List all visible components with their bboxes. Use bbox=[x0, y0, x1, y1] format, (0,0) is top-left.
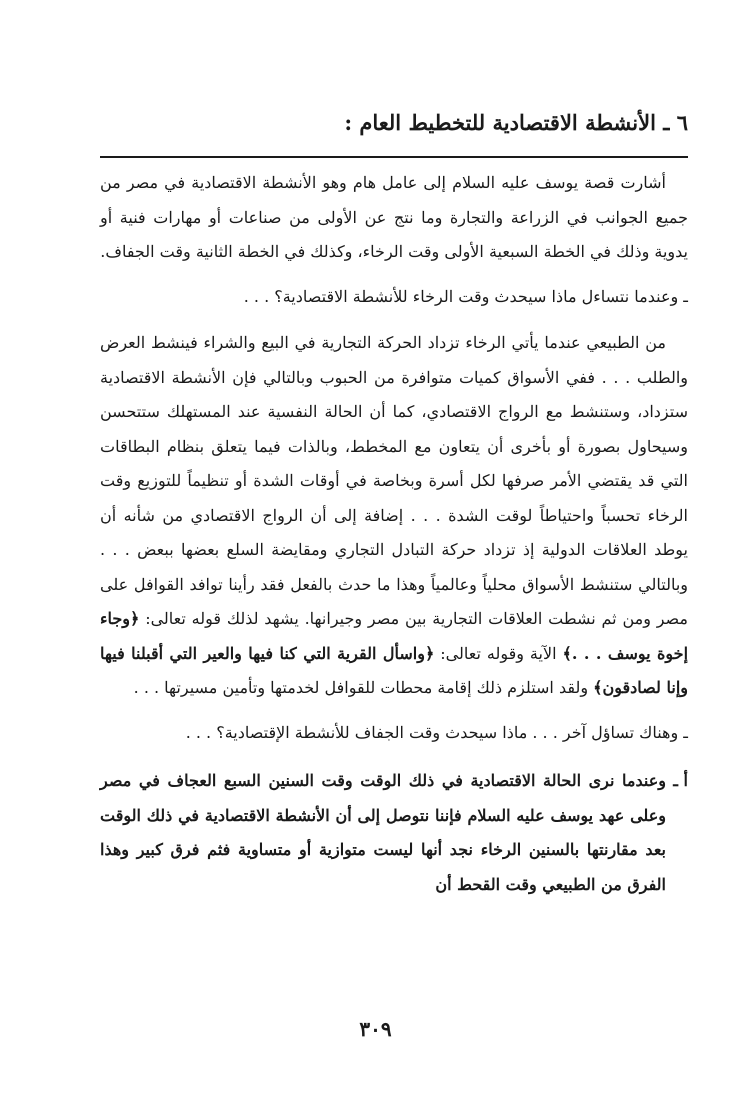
question-prosperity: ـ وعندما نتساءل ماذا سيحدث وقت الرخاء للأنشطة الاقتصادية؟ . . . bbox=[243, 286, 688, 306]
point-marker: أ ـ bbox=[673, 771, 688, 790]
paragraph-drought-point-a bbox=[100, 764, 688, 902]
page-body bbox=[100, 108, 688, 902]
paragraph-prosperity-text-3: ولقد استلزم ذلك إقامة محطات للقوافل لخدمتها وتأمين مسيرتها . . . bbox=[133, 678, 594, 697]
paragraph-intro: أشارت قصة يوسف عليه السلام إلى عامل هام وهو الأنشطة الاقتصادية في مصر من جميع الجوانب في الزراعة والتجارة وما نتج عن الأولى من صناعات أو مهارات فنية أو يدوية وذلك في الخطة السبعية الأولى وقت الرخاء، وكذلك في الخطة الثانية وقت الجفاف. bbox=[100, 173, 688, 261]
paragraph-prosperity-text-2: الآية وقوله تعالى: bbox=[434, 643, 563, 663]
page-number: ٣٠٩ bbox=[359, 1017, 392, 1041]
quran-quote-2: ﴿واسأل القرية التي كنا فيها والعير التي أقبلنا فيها وإنا لصادقون﴾ bbox=[100, 643, 688, 697]
section-heading: ٦ ـ الأنشطة الاقتصادية للتخطيط العام : bbox=[100, 108, 688, 158]
paragraph-prosperity-text-1: من الطبيعي عندما يأتي الرخاء تزداد الحركة التجارية في البيع والشراء فينشط العرض والطلب . . . ففي الأسواق كميات متوافرة من الحبوب وبالتالي فإن الأنشطة الاقتصادية ستزداد، وستنشط مع الرواج الاقتصادي، كما أن الحالة النفسية عند المستهلك ستتحسن وسيحاول بصورة أو بأخرى أن يتعاون مع المخطط، وبالذات فيما يتعلق بنظام البطاقات التي قد يقتضي الأمر صرفها لكل أسرة وبخاصة في أوقات الشدة أو تنظيماً للتوزيع وقت الرخاء تحسباً واحتياطاً لوقت الشدة . . . إضافة إلى أن الرواج الاقتصادي من شأنه أن يوطد العلاقات الدولية إذ تزداد حركة التبادل التجاري ومقايضة السلع بعضها ببعض . . . وبالتالي ستنشط الأسواق محلياً وعالمياً وهذا ما حدث بالفعل فقد رأينا توافد القوافل على مصر ومن ثم نشطت العلاقات التجارية بين مصر وجيرانها. يشهد لذلك قوله تعالى: bbox=[100, 333, 689, 628]
question-drought: ـ وهناك تساؤل آخر . . . ماذا سيحدث وقت الجفاف للأنشطة الإقتصادية؟ . . . bbox=[185, 722, 688, 742]
paragraph-prosperity bbox=[100, 326, 688, 706]
paragraph-drought-text: وعندما نرى الحالة الاقتصادية في ذلك الوقت وقت السنين السبع العجاف في مصر وعلى عهد يوسف عليه السلام فإننا نتوصل إلى أن الأنشطة الاقتصادية في ذلك الوقت بعد مقارنتها بالسنين الرخاء نجد أنها ليست متوازية أو متساوية فثم فرق كبير وهذا الفرق من الطبيعي وقت القحط أن bbox=[100, 771, 667, 894]
quran-quote-1: ﴿وجاء إخوة يوسف . . .﴾ bbox=[100, 609, 689, 663]
